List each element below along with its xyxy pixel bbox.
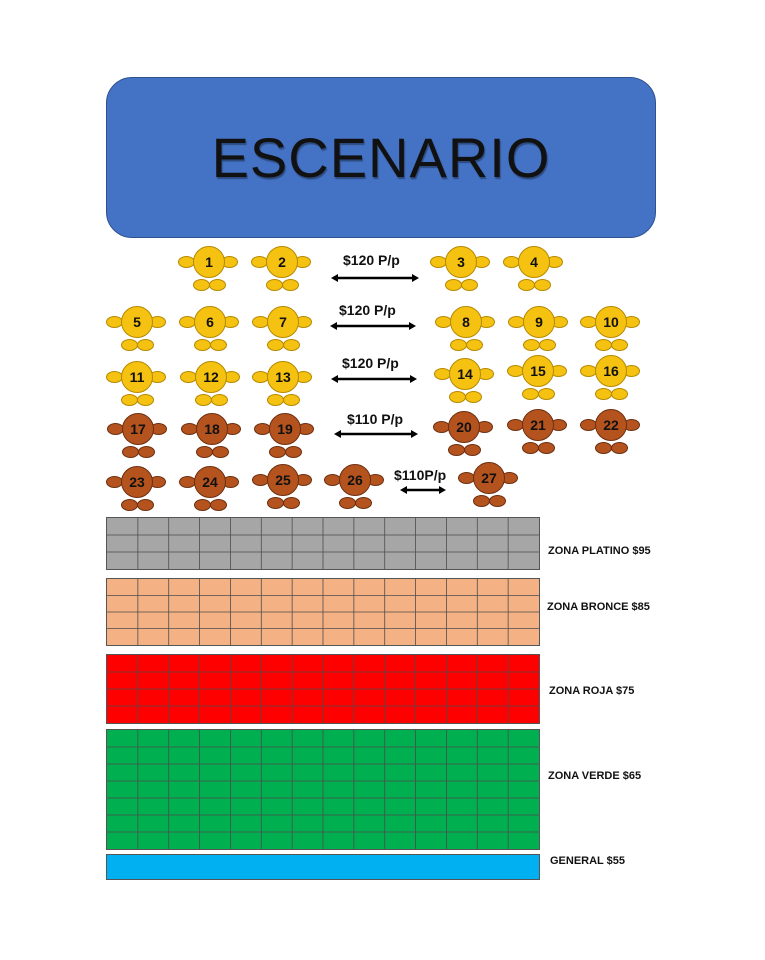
table-number: 19 xyxy=(269,413,301,445)
table-number: 16 xyxy=(595,355,627,387)
chair xyxy=(523,339,540,351)
table-number: 7 xyxy=(267,306,299,338)
zone-block[interactable] xyxy=(106,854,540,880)
chair xyxy=(448,444,465,456)
table-number: 27 xyxy=(473,462,505,494)
chair xyxy=(539,339,556,351)
table-number: 6 xyxy=(194,306,226,338)
zone-label: GENERAL $55 xyxy=(550,855,625,867)
table-12[interactable] xyxy=(180,361,240,405)
table-number: 1 xyxy=(193,246,225,278)
chair xyxy=(267,339,284,351)
table-11[interactable] xyxy=(106,361,166,405)
chair xyxy=(449,391,466,403)
chair xyxy=(464,444,481,456)
chair xyxy=(538,388,555,400)
table-7[interactable] xyxy=(252,306,312,350)
table-number: 15 xyxy=(522,355,554,387)
table-number: 17 xyxy=(122,413,154,445)
chair xyxy=(461,279,478,291)
table-number: 11 xyxy=(121,361,153,393)
chair xyxy=(283,497,300,509)
price-label: $110P/p xyxy=(394,467,447,483)
chair xyxy=(445,279,462,291)
chair xyxy=(211,394,228,406)
table-19[interactable] xyxy=(254,413,314,457)
double-arrow-icon xyxy=(334,429,418,439)
table-number: 22 xyxy=(595,409,627,441)
table-number: 23 xyxy=(121,466,153,498)
chair xyxy=(196,446,213,458)
chair xyxy=(611,442,628,454)
table-number: 18 xyxy=(196,413,228,445)
table-5[interactable] xyxy=(106,306,166,350)
chair xyxy=(267,497,284,509)
chair xyxy=(122,446,139,458)
table-23[interactable] xyxy=(106,466,166,510)
table-3[interactable] xyxy=(430,246,490,290)
table-number: 9 xyxy=(523,306,555,338)
zone-block[interactable] xyxy=(106,654,540,724)
price-label: $120 P/p xyxy=(339,302,396,318)
chair xyxy=(212,446,229,458)
chair xyxy=(283,339,300,351)
table-number: 14 xyxy=(449,358,481,390)
table-number: 3 xyxy=(445,246,477,278)
table-22[interactable] xyxy=(580,409,640,453)
chair xyxy=(355,497,372,509)
price-label: $120 P/p xyxy=(342,355,399,371)
table-number: 2 xyxy=(266,246,298,278)
table-number: 25 xyxy=(267,464,299,496)
chair xyxy=(138,446,155,458)
double-arrow-icon xyxy=(331,374,417,384)
zone-label: ZONA PLATINO $95 xyxy=(548,545,651,557)
chair xyxy=(267,394,284,406)
chair xyxy=(285,446,302,458)
chair xyxy=(339,497,356,509)
table-number: 13 xyxy=(267,361,299,393)
zone-block[interactable] xyxy=(106,517,540,570)
chair xyxy=(518,279,535,291)
table-26[interactable] xyxy=(324,464,384,508)
stage xyxy=(106,77,656,238)
table-25[interactable] xyxy=(252,464,312,508)
chair xyxy=(137,499,154,511)
chair xyxy=(473,495,490,507)
table-17[interactable] xyxy=(107,413,167,457)
chair xyxy=(450,339,467,351)
chair xyxy=(209,279,226,291)
chair xyxy=(611,388,628,400)
chair xyxy=(595,442,612,454)
table-9[interactable] xyxy=(508,306,568,350)
table-number: 4 xyxy=(518,246,550,278)
zone-label: ZONA BRONCE $85 xyxy=(547,601,650,613)
table-20[interactable] xyxy=(433,411,493,455)
table-number: 26 xyxy=(339,464,371,496)
chair xyxy=(193,279,210,291)
zone-label: ZONA VERDE $65 xyxy=(548,770,642,782)
chair xyxy=(194,499,211,511)
table-number: 20 xyxy=(448,411,480,443)
chair xyxy=(121,339,138,351)
table-13[interactable] xyxy=(252,361,312,405)
chair xyxy=(194,339,211,351)
table-2[interactable] xyxy=(251,246,311,290)
chair xyxy=(489,495,506,507)
table-6[interactable] xyxy=(179,306,239,350)
table-24[interactable] xyxy=(179,466,239,510)
chair xyxy=(466,339,483,351)
chair xyxy=(283,394,300,406)
chair xyxy=(595,339,612,351)
price-label: $110 P/p xyxy=(347,411,404,427)
chair xyxy=(266,279,283,291)
chair xyxy=(210,339,227,351)
price-label: $120 P/p xyxy=(343,252,400,268)
chair xyxy=(195,394,212,406)
chair xyxy=(269,446,286,458)
double-arrow-icon xyxy=(331,273,419,283)
chair xyxy=(534,279,551,291)
table-21[interactable] xyxy=(507,409,567,453)
chair xyxy=(465,391,482,403)
table-number: 12 xyxy=(195,361,227,393)
chair xyxy=(210,499,227,511)
zone-block[interactable] xyxy=(106,729,540,850)
chair xyxy=(595,388,612,400)
stage-label: ESCENARIO xyxy=(211,126,551,189)
table-14[interactable] xyxy=(434,358,494,402)
zone-label: ZONA ROJA $75 xyxy=(549,685,635,697)
double-arrow-icon xyxy=(400,485,446,495)
table-number: 10 xyxy=(595,306,627,338)
chair xyxy=(121,499,138,511)
table-4[interactable] xyxy=(503,246,563,290)
table-16[interactable] xyxy=(580,355,640,399)
chair xyxy=(137,339,154,351)
zone-block[interactable] xyxy=(106,578,540,646)
chair xyxy=(522,388,539,400)
table-27[interactable] xyxy=(458,462,518,506)
chair xyxy=(282,279,299,291)
table-1[interactable] xyxy=(178,246,238,290)
table-number: 21 xyxy=(522,409,554,441)
table-10[interactable] xyxy=(580,306,640,350)
double-arrow-icon xyxy=(330,321,416,331)
table-15[interactable] xyxy=(507,355,567,399)
table-number: 5 xyxy=(121,306,153,338)
chair xyxy=(121,394,138,406)
table-8[interactable] xyxy=(435,306,495,350)
table-number: 24 xyxy=(194,466,226,498)
table-number: 8 xyxy=(450,306,482,338)
chair xyxy=(137,394,154,406)
chair xyxy=(611,339,628,351)
table-18[interactable] xyxy=(181,413,241,457)
chair xyxy=(538,442,555,454)
chair xyxy=(522,442,539,454)
